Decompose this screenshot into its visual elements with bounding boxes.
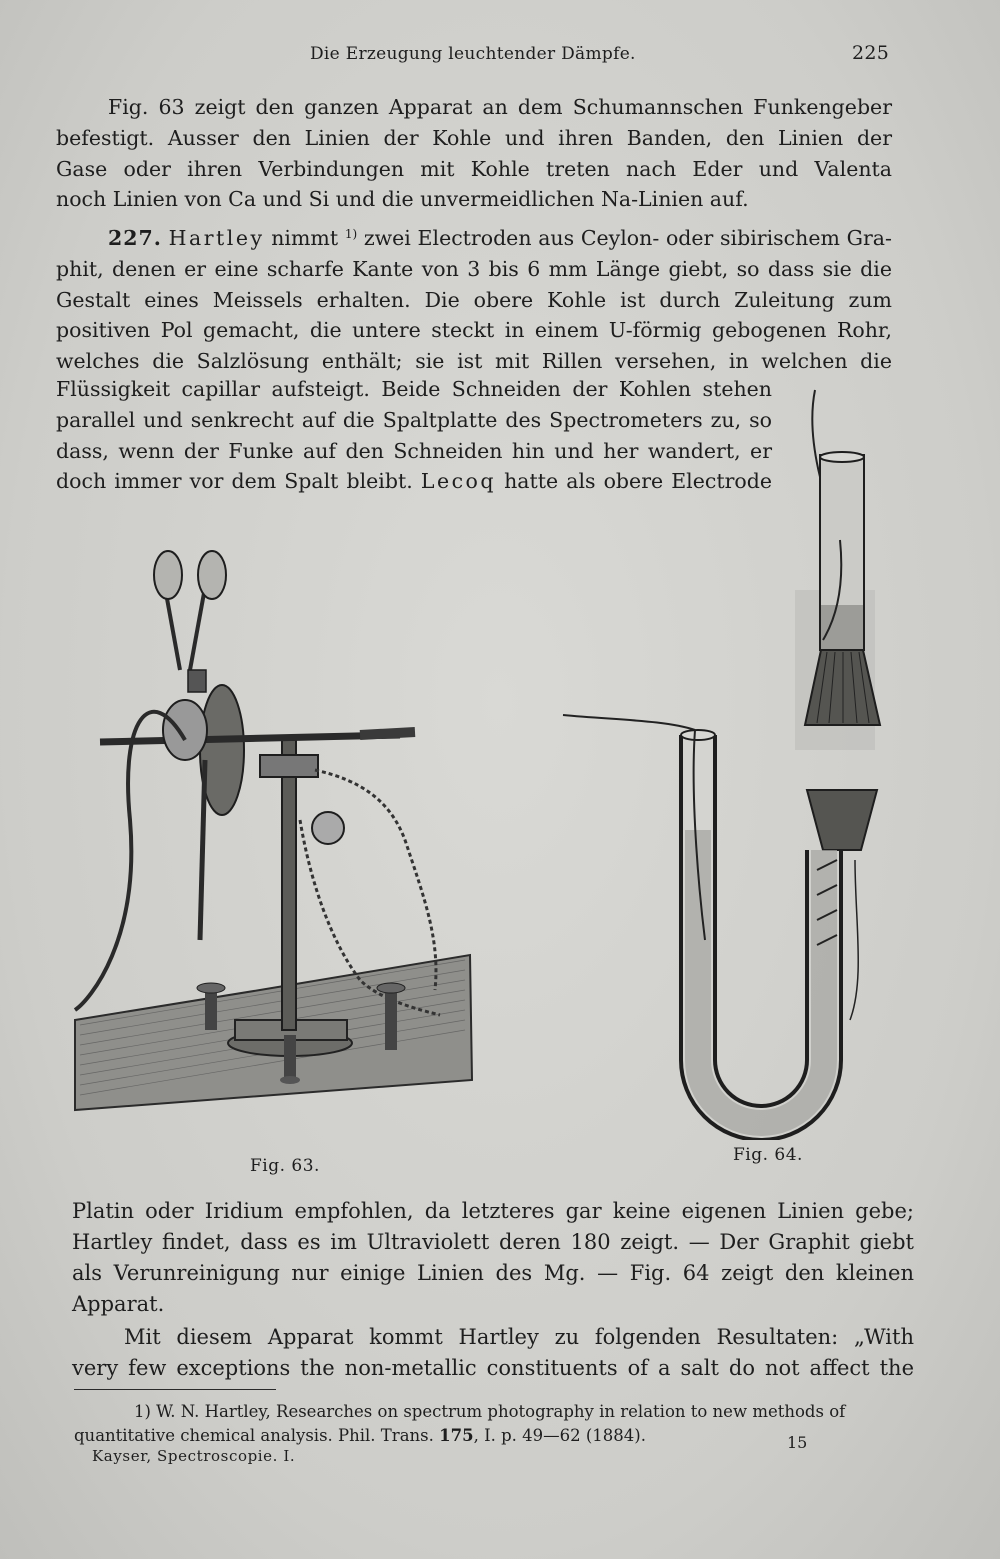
text-line: welches die Salzlösung enthält; sie ist mit Rillen versehen, in welchen die bbox=[56, 349, 892, 374]
volume-number: 175 bbox=[439, 1426, 474, 1445]
page-header bbox=[0, 38, 1000, 68]
footnote-ref: 1) bbox=[344, 227, 358, 241]
text-line: positiven Pol gemacht, die untere steckt in einem U-förmig gebogenen Rohr, bbox=[56, 318, 892, 343]
text-line: Gestalt eines Meissels erhalten. Die obere Kohle ist durch Zuleitung zum bbox=[56, 287, 892, 312]
text-line: noch Linien von Ca und Si und die unvermeidlichen Na-Linien auf. bbox=[56, 187, 749, 212]
text-fragment: nimmt bbox=[271, 226, 339, 250]
page-number: 225 bbox=[852, 42, 890, 64]
paragraph-fig63-description bbox=[56, 92, 892, 215]
text-line: Apparat. bbox=[72, 1292, 165, 1316]
text-line: parallel und senkrecht auf die Spaltplatte des Spectrometers zu, so bbox=[56, 407, 772, 432]
text-line: Fig. 63 zeigt den ganzen Apparat an dem Schumannschen Funkengeber bbox=[108, 95, 892, 119]
author-name: Lecoq bbox=[420, 469, 497, 494]
text-line: als Verunreinigung nur einige Linien des Mg. — Fig. 64 zeigt den kleinen bbox=[72, 1261, 914, 1285]
text-line: dass, wenn der Funke auf den Schneiden hin und her wandert, er bbox=[56, 438, 772, 463]
text-line: Mit diesem Apparat kommt Hartley zu folgenden Resultaten: „With bbox=[124, 1325, 914, 1349]
text-fragment: , I. p. 49—62 (1884). bbox=[473, 1426, 646, 1445]
printer-signature: 15 bbox=[787, 1433, 808, 1452]
figure-64-caption: Fig. 64. bbox=[733, 1145, 803, 1165]
section-number: 227. bbox=[108, 226, 162, 250]
footer-book-title: Kayser, Spectroscopie. I. bbox=[92, 1447, 296, 1465]
text-line: Hartley findet, dass es im Ultraviolett deren 180 zeigt. — Der Graphit giebt bbox=[72, 1230, 914, 1254]
figure-63-caption: Fig. 63. bbox=[250, 1156, 320, 1176]
text-line: befestigt. Ausser den Linien der Kohle und ihren Banden, den Linien der bbox=[56, 125, 892, 150]
text-line: Platin oder Iridium empfohlen, da letzteres gar keine eigenen Linien gebe; bbox=[72, 1199, 914, 1223]
text-fragment: doch immer vor dem Spalt bleibt. bbox=[56, 469, 413, 494]
running-head: Die Erzeugung leuchtender Dämpfe. bbox=[310, 44, 636, 64]
paragraph-electrodes bbox=[72, 1196, 914, 1320]
text-line: very few exceptions the non-metallic constituents of a salt do not affect the bbox=[72, 1356, 914, 1380]
text-fragment: hatte als obere Electrode bbox=[504, 469, 772, 494]
apparatus-illustration bbox=[60, 520, 490, 1120]
section-227-first-line bbox=[56, 219, 892, 254]
text-fragment: quantitative chemical analysis. Phil. Trans. bbox=[74, 1426, 434, 1445]
author-name: Hartley bbox=[168, 226, 265, 250]
paragraph-results bbox=[72, 1322, 914, 1384]
paragraph-section-227 bbox=[56, 219, 892, 377]
text-line: Flüssigkeit capillar aufsteigt. Beide Schneiden der Kohlen stehen bbox=[56, 377, 772, 401]
text-fragment: zwei Electroden aus Ceylon- oder sibirischem Gra- bbox=[363, 226, 892, 250]
text-line: phit, denen er eine scharfe Kante von 3 bis 6 mm Länge giebt, so dass sie die bbox=[56, 256, 892, 281]
figure-63-spark-apparatus bbox=[60, 520, 490, 1120]
u-tube-illustration bbox=[555, 380, 915, 1140]
footnote-line: 1) W. N. Hartley, Researches on spectrum photography in relation to new methods of bbox=[134, 1402, 846, 1421]
figure-64-u-tube bbox=[555, 380, 915, 1140]
text-line: Gase oder ihren Verbindungen mit Kohle treten nach Eder und Valenta bbox=[56, 156, 892, 181]
